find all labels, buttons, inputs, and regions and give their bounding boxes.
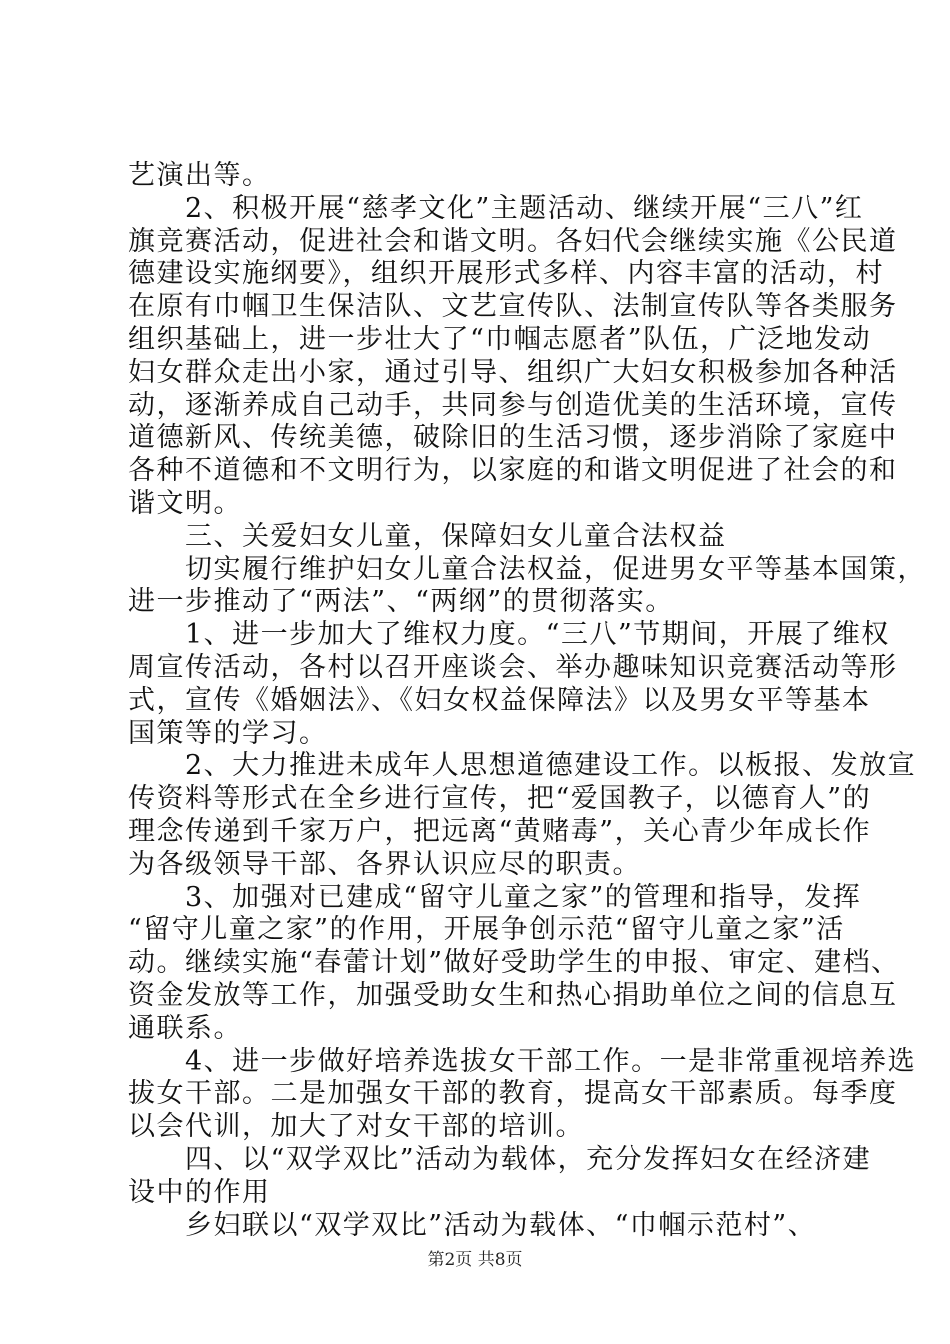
text-line: 在原有巾帼卫生保洁队、文艺宣传队、法制宣传队等各类服务 [128, 291, 898, 323]
text-line: 艺演出等。 [128, 160, 271, 191]
text-line: 国策等的学习。 [128, 717, 328, 749]
text-line: 组织基础上，进一步壮大了“巾帼志愿者”队伍，广泛地发动 [128, 323, 872, 355]
text-line: 拔女干部。二是加强女干部的教育，提高女干部素质。每季度 [128, 1078, 898, 1110]
text-line: 通联系。 [128, 1012, 242, 1044]
text-line: 2、积极开展“慈孝文化”主题活动、继续开展“三八”红 [128, 192, 864, 224]
text-line: 德建设实施纲要》，组织开展形式多样、内容丰富的活动，村 [128, 258, 884, 290]
text-line: 资金发放等工作，加强受助女生和热心捐助单位之间的信息互 [128, 979, 898, 1011]
text-line: 三、关爱妇女儿童，保障妇女儿童合法权益 [128, 520, 727, 552]
text-line: 周宣传活动，各村以召开座谈会、举办趣味知识竞赛活动等形 [128, 651, 898, 683]
text-line: 谐文明。 [128, 487, 242, 519]
text-line: 设中的作用 [128, 1176, 271, 1208]
text-line: 理念传递到千家万户，把远离“黄赌毒”，关心青少年成长作 [128, 815, 872, 847]
text-line: 式，宣传《婚姻法》、《妇女权益保障法》以及男女平等基本 [128, 684, 871, 716]
text-line: 各种不道德和不文明行为，以家庭的和谐文明促进了社会的和 [128, 455, 898, 487]
text-line: 传资料等形式在全乡进行宣传，把“爱国教子，以德育人”的 [128, 783, 872, 815]
text-line: 妇女群众走出小家，通过引导、组织广大妇女积极参加各种活 [128, 356, 898, 388]
text-line: 动。继续实施“春蕾计划”做好受助学生的申报、审定、建档、 [128, 947, 900, 979]
text-line: 动，逐渐养成自己动手，共同参与创造优美的生活环境，宣传 [128, 389, 898, 421]
page-footer: 第2页 共8页 [427, 1250, 523, 1270]
text-line: 进一步推动了“两法”、“两纲”的贯彻落实。 [128, 586, 674, 618]
text-line: 3、加强对已建成“留守儿童之家”的管理和指导，发挥 [128, 881, 862, 913]
text-line: 切实履行维护妇女儿童合法权益，促进男女平等基本国策， [128, 553, 926, 585]
text-line: 1、进一步加大了维权力度。“三八”节期间，开展了维权 [128, 619, 890, 651]
text-line: 旗竞赛活动，促进社会和谐文明。各妇代会继续实施《公民道 [128, 225, 898, 257]
body-text [128, 160, 926, 1242]
text-line: 4、进一步做好培养选拔女干部工作。一是非常重视培养选 [128, 1045, 917, 1077]
text-line: 四、以“双学双比”活动为载体，充分发挥妇女在经济建 [128, 1143, 872, 1175]
text-line: 为各级领导干部、各界认识应尽的职责。 [128, 848, 641, 880]
text-line: 乡妇联以“双学双比”活动为载体、“巾帼示范村”、 [128, 1209, 817, 1241]
text-line: 道德新风、传统美德，破除旧的生活习惯，逐步消除了家庭中 [128, 422, 898, 454]
text-line: 以会代训，加大了对女干部的培训。 [128, 1111, 584, 1143]
text-line: 2、大力推进未成年人思想道德建设工作。以板报、发放宣 [128, 750, 917, 782]
text-line: “留守儿童之家”的作用，开展争创示范“留守儿童之家”活 [128, 914, 845, 946]
